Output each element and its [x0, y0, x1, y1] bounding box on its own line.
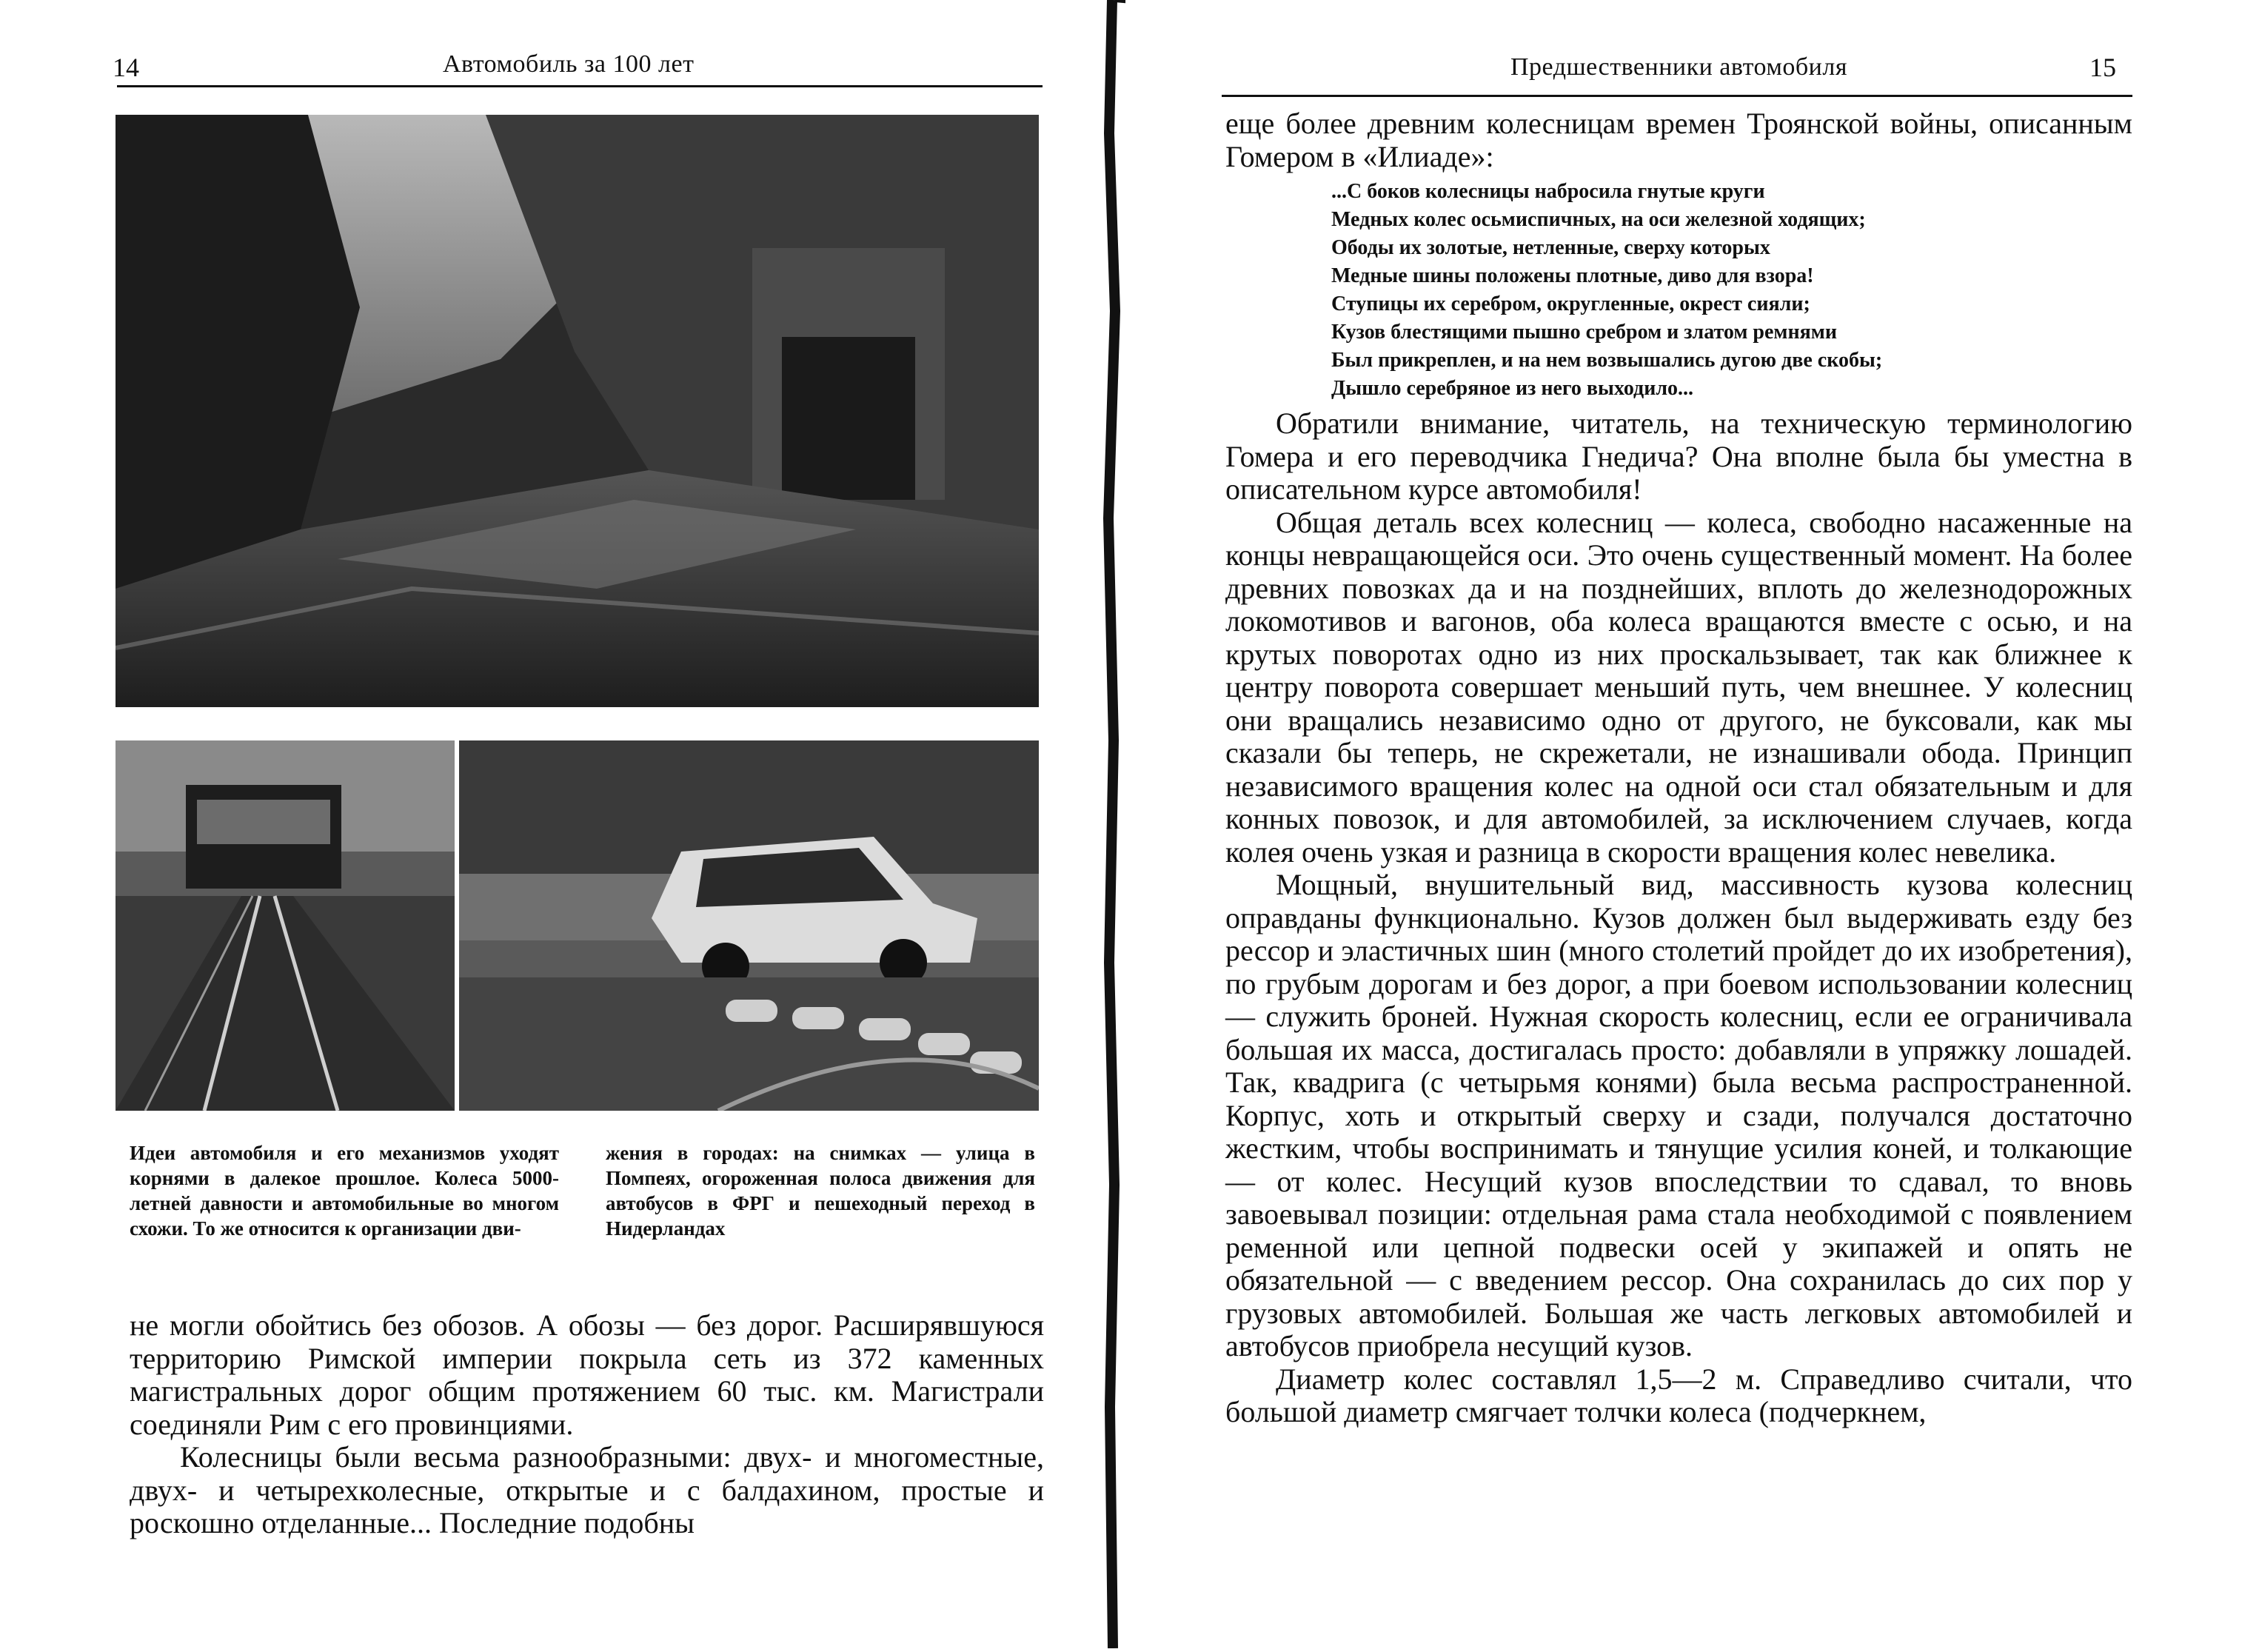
iliad-quote: [1331, 178, 1882, 403]
poem-line: ...С боков колесницы набросила гнутые круги: [1331, 180, 1765, 203]
car-crossing-drawing: [459, 740, 1039, 1111]
poem-line: Медных колес осьмиспичных, на оси железной ходящих;: [1331, 208, 1866, 231]
paragraph-right-3: Мощный, внушительный вид, массивность кузова колесниц оправданы функционально. Кузов должен был выдерживать езду без рессор и эластичных шин (много столетий пройдет до их изобретения), по грубым дорогам и без дорог, а при боевом использовании колесниц — служить броней. Нужная скорость колесниц, если ее ограничивала большая их масса, достигалась просто: добавляли в упряжку лошадей. Так, квадрига (с четырьмя конями) была весьма распространенной. Корпус, хоть и открытый сверху и сзади, получался достаточно жестким, чтобы воспринимать и тянущие усилия коней, и толкающие — от колес. Несущий кузов впоследствии то сдавал, то вновь завоевывал позиции: отдельная рама стала необходимой с появлением ременной или цепной подвески осей у экипажей и опять не обязательной — с введением рессор. Она сохранилась до сих пор у грузовых автомобилей. Большая же часть легковых автомобилей и автобусов приобрела несущий кузов.: [1225, 868, 2132, 1362]
paragraph-right-4: Диаметр колес составлял 1,5—2 м. Справедливо считали, что большой диаметр смягчает толчки колеса (подчеркнем,: [1225, 1362, 2132, 1428]
paragraph-left-2: Колесницы были весьма разнообразными: двух- и многоместные, двух- и четырехколесные, открытые и с балдахином, простые и роскошно отделанные... Последние подобны: [130, 1440, 1044, 1539]
poem-line: Был прикреплен, и на нем возвышались дугою две скобы;: [1331, 349, 1883, 372]
paragraph-left-1: не могли обойтись без обозов. А обозы — без дорог. Расширявшуюся территорию Римской империи покрыла сеть из 372 каменных магистральных дорог общим протяжением 60 тыс. км. Магистрали соединяли Рим с его провинциями.: [130, 1308, 1044, 1441]
car-at-crossing-photo: [459, 740, 1039, 1111]
photo-caption-right-column: жения в городах: на снимках — улица в Помпеях, огороженная полоса движения для автобусов в ФРГ и пешеходный переход в Нидерландах: [606, 1142, 1035, 1240]
street-in-pompeii-photo: [116, 115, 1039, 707]
poem-line: Ободы их золотые, нетленные, сверху которых: [1331, 236, 1770, 259]
poem-line: Медные шины положены плотные, диво для взора!: [1331, 264, 1814, 287]
street-photo-drawing: [116, 115, 1039, 707]
poem-line: Ступицы их серебром, округленные, окрест сияли;: [1331, 292, 1810, 315]
poem-line: Дышло серебряное из него выходило...: [1331, 377, 1694, 400]
running-head-right: Предшественники автомобиля: [1510, 53, 1847, 81]
body-text-left: [130, 1309, 1044, 1540]
page-number-right: 15: [2089, 53, 2116, 82]
photo-caption-left-column: Идеи автомобиля и его механизмов уходят корнями в далекое прошлое. Колеса 5000-летней давности и автомобильные во многом схожи. То же относится к организации дви-: [130, 1142, 559, 1240]
paragraph-right-1: Обратили внимание, читатель, на техническую терминологию Гомера и его переводчика Гнедича? Она вполне была бы уместна в описательном курсе автомобиля!: [1225, 407, 2132, 506]
header-rule-left: [117, 85, 1043, 87]
running-head-left: Автомобиль за 100 лет: [443, 50, 695, 78]
left-page: [0, 0, 1096, 1648]
poem-line: Кузов блестящими пышно сребром и златом ремнями: [1331, 321, 1837, 344]
bus-lane-drawing: [116, 740, 455, 1111]
bus-lane-photo: [116, 740, 455, 1111]
page-number-left: 14: [113, 53, 139, 82]
intro-paragraph: еще более древним колесницам времен Троянской войны, описанным Гомером в «Илиаде»:: [1225, 107, 2132, 173]
intro-text-right: [1225, 107, 2132, 173]
header-rule-right: [1222, 95, 2132, 97]
body-text-right: [1225, 407, 2132, 1429]
paragraph-right-2: Общая деталь всех колесниц — колеса, свободно насаженные на концы невращающейся оси. Это очень существенный момент. На более древних повозках да и на позднейших, вплоть до железнодорожных локомотивов и вагонов, оба колеса вращаются вместе с осью, и на крутых поворотах одно из них проскальзывает, так как ближнее к центру поворота совершает меньший путь, чем внешнее. У колесниц они вращались независимо одно от другого, не буксовали, как мы сказали бы теперь, не скрежетали, не изнашивали обода. Принцип независимого вращения колес на одной оси стал обязательным и для конных повозок, и для автомобилей, за исключением случаев, когда колея очень узкая и разница в скорости вращения колес невелика.: [1225, 505, 2132, 869]
right-page: [1111, 0, 2242, 1648]
